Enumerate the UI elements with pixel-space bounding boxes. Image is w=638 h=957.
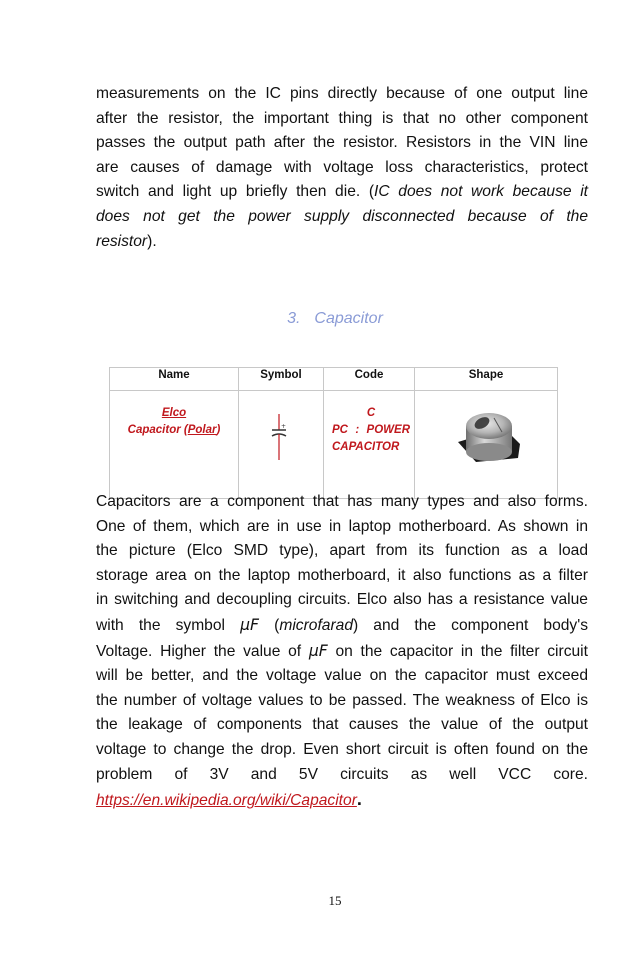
header-shape: Shape (415, 368, 558, 391)
text-line: Capacitors are a component that has many types and also forms. (96, 493, 588, 510)
smd-electrolytic-capacitor-image (416, 392, 556, 484)
name-line: Elco (161, 407, 187, 419)
code-line: CAPACITOR (332, 441, 400, 453)
cell-symbol (239, 391, 324, 499)
text-line: in switching and decoupling circuits. Elco also has a resistance value (96, 591, 588, 609)
component-table (109, 367, 558, 499)
section-title: Capacitor (314, 310, 383, 327)
text-line: switch and light up briefly then die. (IC does not work because it (96, 183, 588, 201)
code-line: C (366, 407, 376, 419)
text-line: after the resistor, the important thing is that no other component (96, 109, 588, 127)
section-heading (0, 310, 638, 328)
text-line: will be better, and the voltage value on the capacitor must exceed (96, 667, 588, 685)
header-name: Name (110, 368, 239, 391)
code-line: PC : POWER (332, 424, 410, 436)
link-period: . (356, 789, 362, 810)
text-line: problem of 3V and 5V circuits as well VCC core. (96, 765, 588, 783)
table-header-row (110, 368, 558, 391)
header-symbol: Symbol (239, 368, 324, 391)
text-line: are causes of damage with voltage loss characteristics, protect (96, 158, 588, 176)
text-line: passes the output path after the resistor. Resistors in the VIN line (96, 134, 588, 152)
text-line (96, 787, 588, 814)
wikipedia-capacitor-link[interactable]: https://en.wikipedia.org/wiki/Capacitor (96, 792, 357, 810)
text-line: Voltage. Higher the value of μF on the capacitor in the filter circuit (96, 641, 588, 660)
text-line: voltage to change the drop. Even short circuit is often found on the (96, 740, 588, 758)
svg-text:+: + (281, 423, 287, 430)
paragraph-capacitor (96, 490, 588, 814)
cell-shape (415, 391, 558, 499)
text-line: storage area on the laptop motherboard, it also functions as a filter (96, 566, 588, 584)
paragraph-resistor-continued (96, 82, 588, 254)
text-line: with the symbol μF (microfarad) and the component body's (96, 615, 589, 634)
text-line: does not get the power supply disconnected because of the (96, 207, 588, 225)
page-number: 15 (328, 893, 342, 908)
header-code: Code (324, 368, 415, 391)
text-line: resistor). (96, 232, 157, 250)
table-row (110, 391, 558, 499)
text-line: measurements on the IC pins directly because of one output line (96, 85, 588, 102)
polar-capacitor-symbol-icon (240, 392, 322, 484)
text-line: the leakage of components that causes the value of the output (96, 716, 588, 734)
cell-code (324, 391, 415, 499)
text-line: the number of voltage values to be passed. The weakness of Elco is (96, 691, 588, 709)
name-line: Capacitor (Polar) (127, 424, 221, 436)
section-number: 3. (287, 310, 301, 327)
cell-name (110, 391, 239, 499)
text-line: One of them, which are in use in laptop motherboard. As shown in (96, 517, 588, 535)
text-line: the picture (Elco SMD type), apart from its function as a load (96, 542, 588, 560)
